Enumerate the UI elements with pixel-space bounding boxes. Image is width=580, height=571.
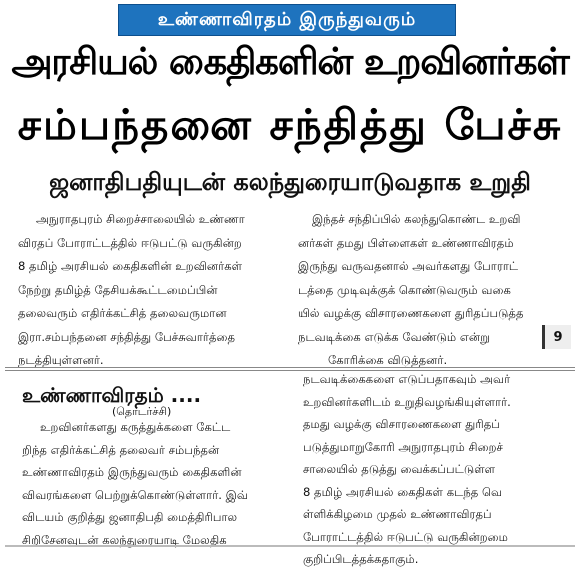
continued-page-marker[interactable] xyxy=(542,325,571,349)
text-line: ள்ளிக்கிழமை முதல் உண்ணாவிரதப் xyxy=(303,507,492,521)
text-line: 8 தமிழ் அரசியல் கைதிகளின் உறவினர்கள் xyxy=(18,259,243,273)
text-line: னர்கள் தமது பிள்ளைகள் உண்ணாவிரதம் xyxy=(298,235,514,250)
text-line: யில் வழக்கு விசாரணைகளை துரிதப்படுத்த xyxy=(298,306,524,320)
text-line: நடவடிக்கைகளை எடுப்பதாகவும் அவர் xyxy=(303,372,511,386)
text-line: உறவினர்களது கருத்துக்களை கேட்ட xyxy=(40,420,231,434)
text-line: விவரங்களை பெற்றுக்கொண்டுள்ளார். இவ் xyxy=(22,487,248,502)
text-line: தமது வழக்கு விசாரணைகளை துரிதப் xyxy=(303,417,500,431)
text-line: விடயம் குறித்து ஜனாதிபதி மைத்திரிபால xyxy=(22,510,238,524)
text-line: உறவினர்களிடம் உறுதிவழங்கியுள்ளார். xyxy=(303,394,511,409)
headline-line-2: சம்பந்தனை சந்தித்து பேச்சு xyxy=(17,100,563,149)
kicker-text: உண்ணாவிரதம் இருந்துவரும் xyxy=(157,8,417,30)
text-line: சாலையில் தடுத்து வைக்கப்பட்டுள்ள xyxy=(303,462,496,476)
text-line: இருந்து வருவதனால் அவர்களது போராட் xyxy=(298,259,519,273)
text-line: சிறிசேனவுடன் கலந்துரையாடி மேலதிக xyxy=(22,532,227,547)
text-line: இரா.சம்பந்தனை சந்தித்து பேச்சுவார்த்தை xyxy=(18,329,236,344)
text-line: விரதப் போராட்டத்தில் ஈடுபட்டு வருகின்ற xyxy=(18,235,242,250)
text-line: 8 தமிழ் அரசியல் கைதிகள் கடந்த வெ xyxy=(303,484,503,499)
text-line: கோரிக்கை விடுத்தனர். xyxy=(328,353,448,367)
text-line: நடத்தியுள்ளனர். xyxy=(18,353,104,367)
text-line: இந்தச் சந்திப்பில் கலந்துகொண்ட உறவி xyxy=(312,212,521,226)
article-column-3 xyxy=(22,416,290,551)
bottom-rule xyxy=(5,545,575,547)
continuation-title: உண்ணாவிரதம் .... xyxy=(22,383,202,407)
text-line: அநுராதபுரம் சிறைச்சாலையில் உண்ணா xyxy=(36,212,245,226)
article-column-4 xyxy=(303,368,571,571)
text-line: தலைவரும் எதிர்க்கட்சித் தலைவருமான xyxy=(18,306,227,320)
text-line: டத்தை முடிவுக்குக் கொண்டுவரும் வகை xyxy=(298,282,511,297)
article-column-1 xyxy=(18,208,290,373)
text-line: போராட்டத்தில் ஈடுபட்டு வருகின்றமை xyxy=(303,529,508,544)
subheadline: ஜனாதிபதியுடன் கலந்துரையாடுவதாக உறுதி xyxy=(49,168,531,196)
text-line: உண்ணாவிரதம் இருந்துவரும் கைதிகளின் xyxy=(22,465,242,479)
continuation-label: (தொடர்ச்சி) xyxy=(112,405,172,418)
text-line: நேற்று தமிழ்த் தேசியக்கூட்டமைப்பின் xyxy=(18,282,218,297)
headline-line-1: அரசியல் கைதிகளின் உறவினர்கள் xyxy=(11,40,569,83)
article-column-2 xyxy=(298,208,568,373)
text-line: படுத்துமாறுகோரி அநுராதபுரம் சிறைச் xyxy=(303,439,503,454)
text-line: குறிப்பிடத்தக்கதாகும். xyxy=(303,552,419,566)
text-line: நடவடிக்கை எடுக்க வேண்டும் என்று xyxy=(298,329,490,344)
kicker-banner xyxy=(118,4,456,36)
page-number: 9 xyxy=(553,329,563,345)
text-line: றிந்த எதிர்க்கட்சித் தலைவர் சம்பந்தன் xyxy=(22,442,220,457)
